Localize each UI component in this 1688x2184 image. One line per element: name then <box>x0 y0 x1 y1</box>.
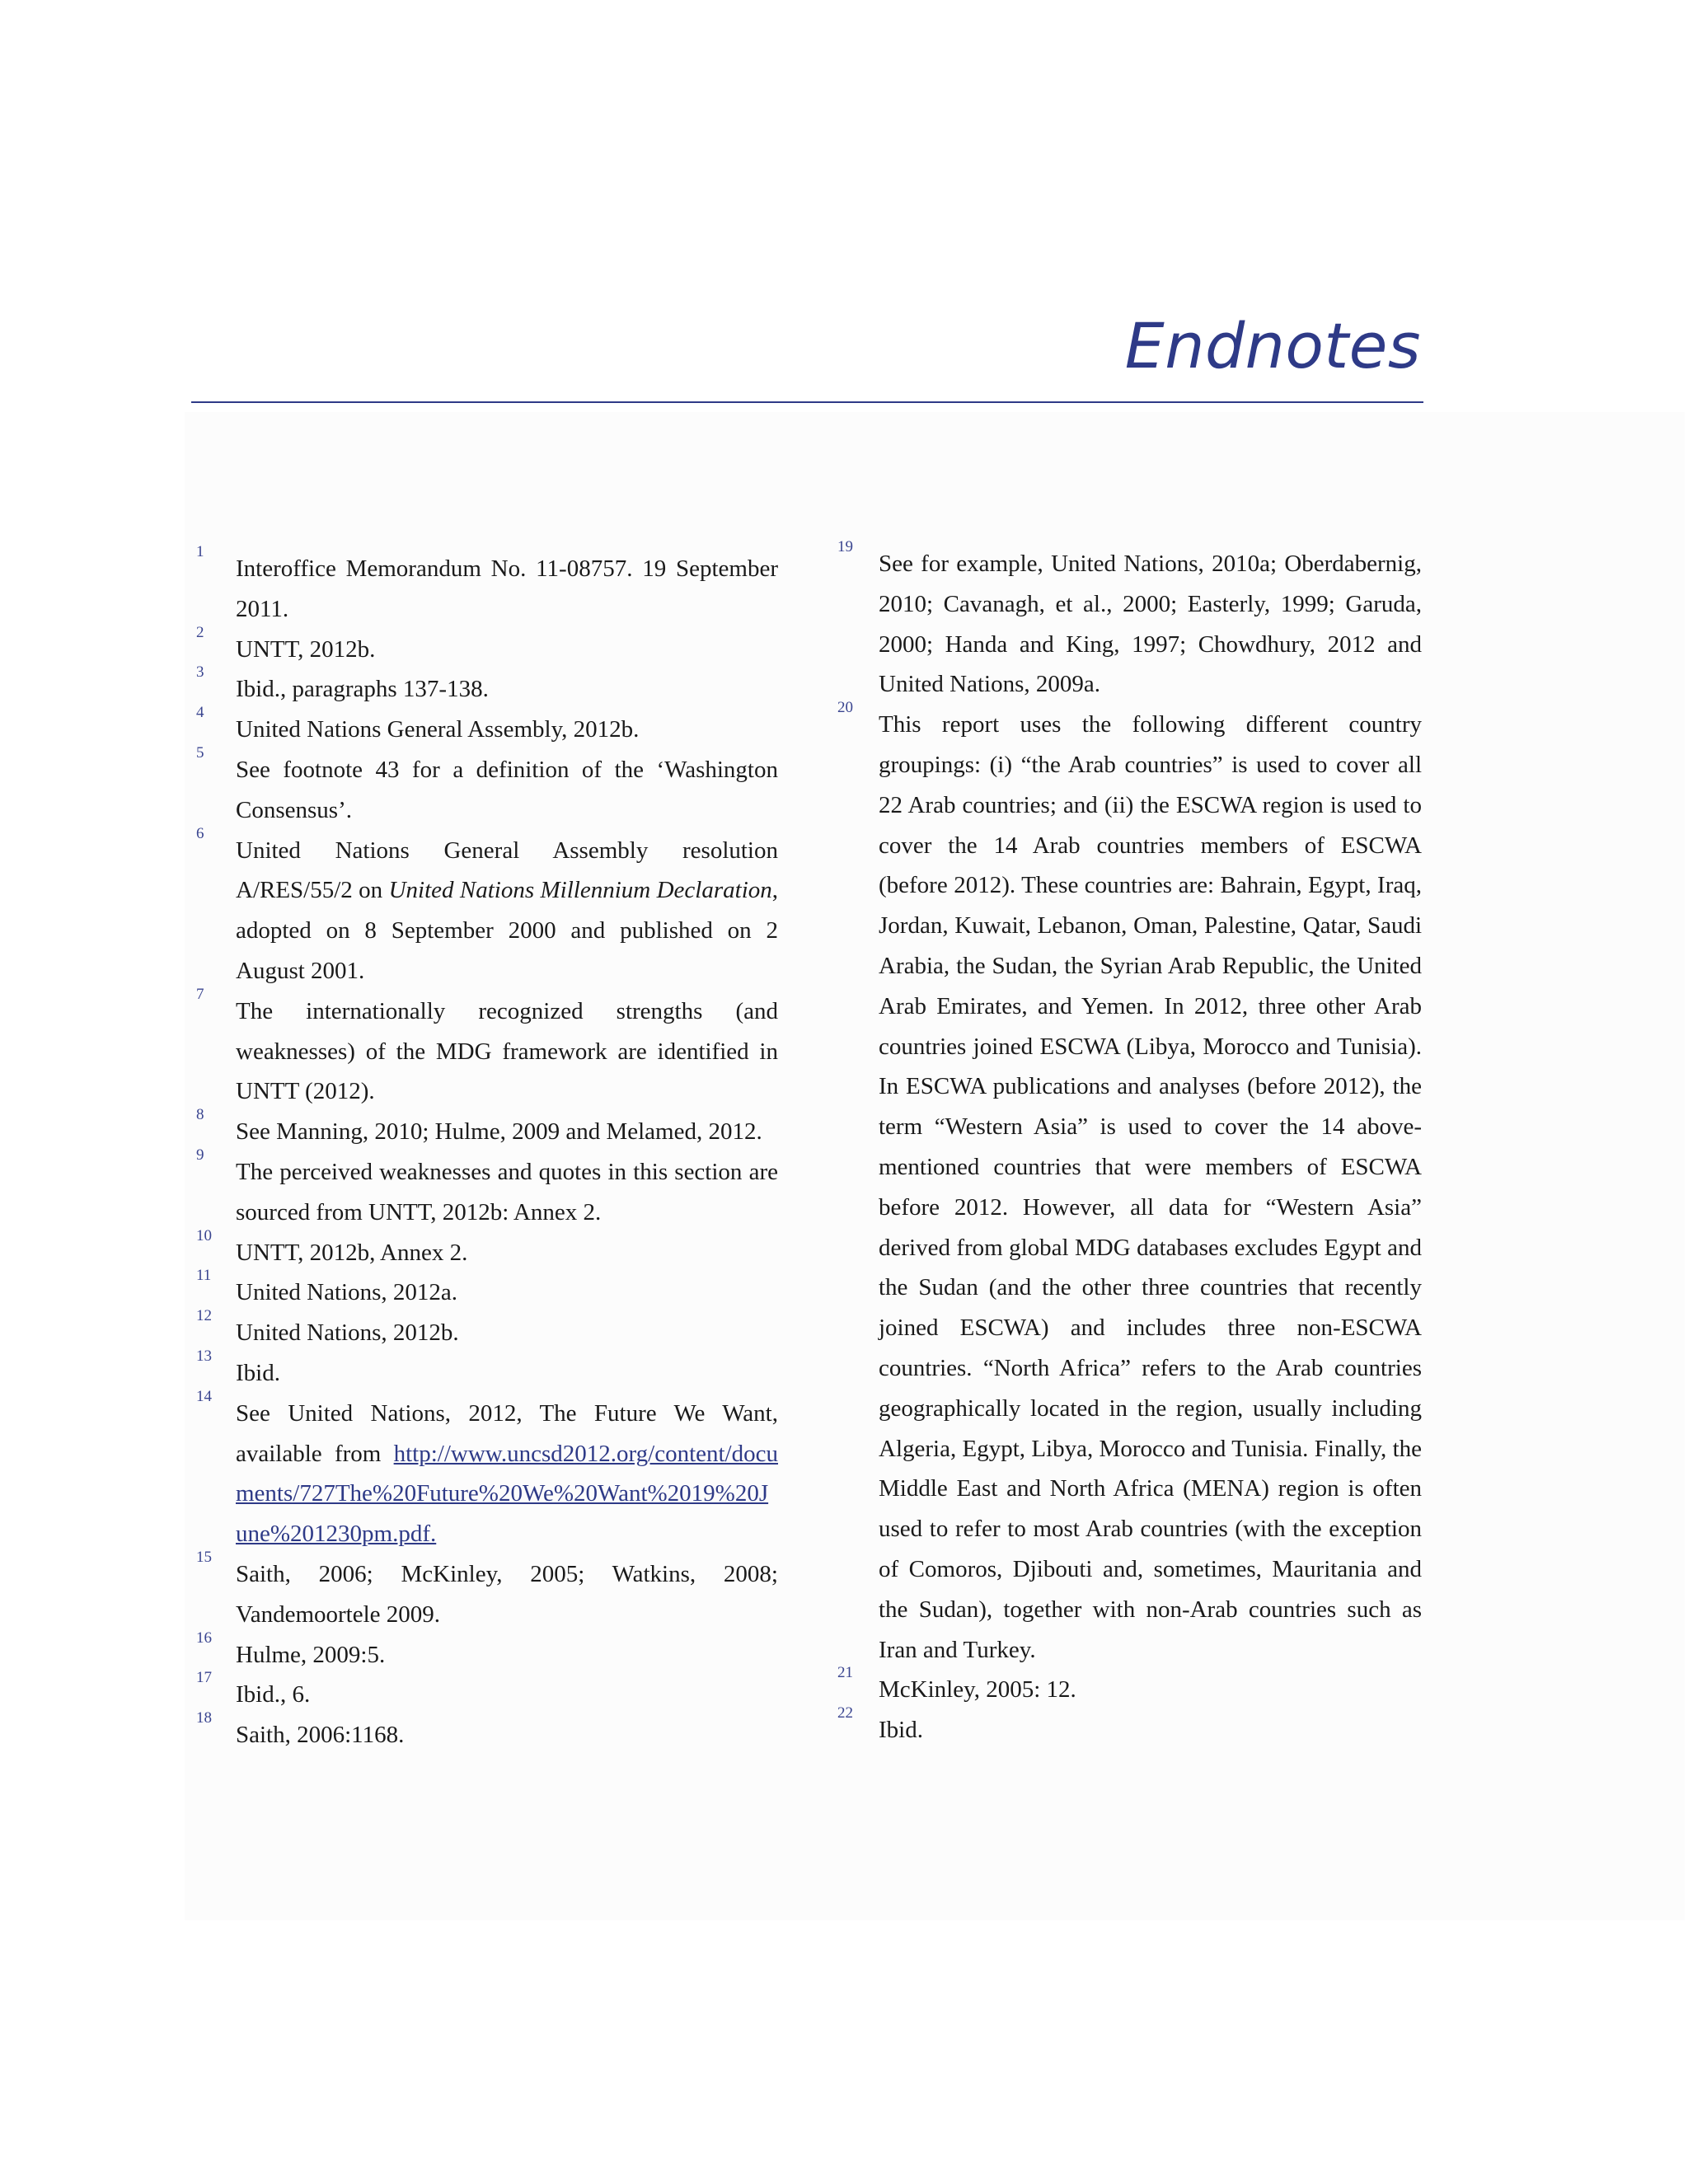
endnote-text: This report uses the following different country groupings: (i) “the Arab countries” is used to cover all 22 Arab countries; and (ii) the ESCWA region is used to cover the 14 Arab countries members of ESCWA (before 2012). These countries are: Bahrain, Egypt, Iraq, Jordan, Kuwait, Lebanon, Oman, Palestine, Qatar, Saudi Arabia, the Sudan, the Syrian Arab Republic, the United Arab Emirates, and Yemen. In 2012, three other Arab countries joined ESCWA (Libya, Morocco and Tunisia). In ESCWA publications and analyses (before 2012), the term “Western Asia” is used to cover the 14 above-mentioned countries that were members of ESCWA before 2012. However, all data for “Western Asia” derived from global MDG databases excludes Egypt and the Sudan (and the other three countries that recently joined ESCWA) and includes three non-ESCWA countries. “North Africa” refers to the Arab countries geographically located in the region, usually including Algeria, Egypt, Libya, Morocco and Tunisia. Finally, the Middle East and North Africa (MENA) region is often used to refer to most Arab countries (with the exception of Comoros, Djibouti and, sometimes, Mauritania and the Sudan), together with non-Arab countries such as Iran and Turkey. <box>879 711 1422 1663</box>
endnotes-right-column <box>837 538 1422 1750</box>
endnote-number: 18 <box>196 1709 212 1727</box>
endnote-text: See Manning, 2010; Hulme, 2009 and Melamed, 2012. <box>236 1118 762 1146</box>
endnote-text-part: United Nations General Assembly resolution A/RES/55/2 on <box>236 837 778 904</box>
endnote-9 <box>196 1146 778 1233</box>
endnote-15 <box>196 1548 778 1635</box>
endnote-text: United Nations General Assembly, 2012b. <box>236 716 640 743</box>
endnote-text: Ibid. <box>879 1717 923 1744</box>
endnote-number: 10 <box>196 1226 212 1244</box>
endnote-text <box>236 831 778 991</box>
endnote-link[interactable]: http://www.uncsd2012.org/content/documents/727The%20Future%20We%20Want%2019%20June%201230pm.pdf. <box>236 1440 778 1548</box>
endnote-13 <box>196 1347 778 1394</box>
endnote-1 <box>196 543 778 630</box>
endnote-text: Hulme, 2009:5. <box>236 1641 386 1668</box>
endnote-12 <box>196 1307 778 1353</box>
endnote-11 <box>196 1267 778 1313</box>
endnote-number: 4 <box>196 704 204 722</box>
endnote-text <box>236 1394 778 1554</box>
endnote-8 <box>196 1106 778 1152</box>
endnote-20 <box>837 699 1422 1670</box>
endnote-text: See footnote 43 for a definition of the ‘Washington Consensus’. <box>236 756 778 823</box>
endnote-number: 5 <box>196 743 204 762</box>
endnote-number: 1 <box>196 543 204 560</box>
endnote-number: 7 <box>196 985 204 1003</box>
endnote-number: 17 <box>196 1669 212 1687</box>
endnote-italic-title: United Nations Millennium Declaration <box>388 877 772 904</box>
endnote-text: UNTT, 2012b, Annex 2. <box>236 1239 468 1266</box>
endnote-text: United Nations, 2012b. <box>236 1319 459 1347</box>
endnote-18 <box>196 1709 778 1755</box>
endnote-text-part: , adopted on 8 September 2000 and published on 2 August 2001. <box>236 877 778 984</box>
endnote-number: 15 <box>196 1548 212 1566</box>
endnote-number: 19 <box>837 538 853 555</box>
endnote-number: 2 <box>196 623 204 641</box>
endnote-text: See for example, United Nations, 2010a; Oberdabernig, 2010; Cavanagh, et al., 2000; Easterly, 1999; Garuda, 2000; Handa and King, 1997; Chowdhury, 2012 and United Nations, 2009a. <box>879 551 1422 698</box>
endnote-22 <box>837 1704 1422 1750</box>
endnote-text: UNTT, 2012b. <box>236 635 376 663</box>
endnote-number: 3 <box>196 663 204 682</box>
endnote-4 <box>196 704 778 750</box>
endnote-14 <box>196 1387 778 1554</box>
endnote-6 <box>196 824 778 991</box>
endnote-number: 22 <box>837 1704 853 1722</box>
endnotes-left-column <box>196 543 778 1755</box>
endnote-number: 6 <box>196 824 204 842</box>
endnote-number: 8 <box>196 1106 204 1124</box>
endnote-number: 9 <box>196 1146 204 1164</box>
endnote-text: United Nations, 2012a. <box>236 1279 458 1306</box>
endnote-number: 12 <box>196 1307 212 1325</box>
endnote-text: Ibid., 6. <box>236 1681 311 1708</box>
endnote-text: Saith, 2006:1168. <box>236 1722 405 1749</box>
endnote-number: 11 <box>196 1267 212 1285</box>
endnote-text: The internationally recognized strengths (and weaknesses) of the MDG framework are identified in UNTT (2012). <box>236 997 778 1105</box>
endnote-3 <box>196 663 778 710</box>
endnote-text: Saith, 2006; McKinley, 2005; Watkins, 2008; Vandemoortele 2009. <box>236 1560 778 1628</box>
endnote-10 <box>196 1226 778 1273</box>
endnote-17 <box>196 1669 778 1715</box>
endnote-text: Ibid. <box>236 1359 280 1386</box>
endnote-number: 16 <box>196 1629 212 1647</box>
endnote-7 <box>196 985 778 1112</box>
endnote-text: McKinley, 2005: 12. <box>879 1676 1076 1704</box>
endnote-text: Ibid., paragraphs 137-138. <box>236 676 489 703</box>
endnote-number: 20 <box>837 699 853 717</box>
endnote-number: 21 <box>837 1664 853 1682</box>
endnote-text: The perceived weaknesses and quotes in this section are sourced from UNTT, 2012b: Annex 2. <box>236 1158 778 1226</box>
endnote-number: 13 <box>196 1347 212 1365</box>
endnote-19 <box>837 538 1422 705</box>
endnote-16 <box>196 1629 778 1675</box>
endnote-2 <box>196 623 778 670</box>
endnote-21 <box>837 1664 1422 1710</box>
endnote-number: 14 <box>196 1387 212 1405</box>
title-divider <box>191 401 1423 403</box>
page-title: Endnotes <box>1124 309 1421 382</box>
endnote-5 <box>196 743 778 831</box>
endnote-text-part: See United Nations, 2012, The Future We Want, available from <box>236 1399 778 1467</box>
endnote-text: Interoffice Memorandum No. 11-08757. 19 September 2011. <box>236 555 778 622</box>
